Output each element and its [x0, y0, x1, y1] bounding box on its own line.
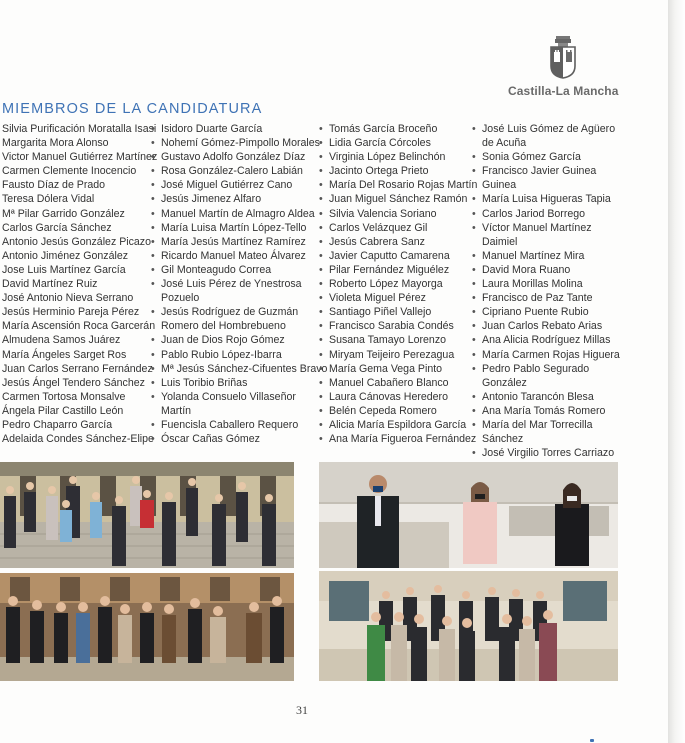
candidate-name: Jesús Ángel Tendero Sánchez	[2, 376, 145, 389]
candidate-name: • Cipriano Puente Rubio	[472, 305, 632, 319]
candidate-name: • María Luisa Higueras Tapia	[472, 192, 632, 206]
candidate-name: • Virginia López Belinchón	[319, 150, 469, 164]
candidate-name: • Pilar Fernández Miguélez	[319, 263, 469, 277]
candidate-name: • Manuel Martínez Mira	[472, 249, 632, 263]
candidate-list-column-1	[2, 122, 158, 446]
candidate-name: Pedro Chaparro García	[2, 418, 113, 431]
candidate-name: • Violeta Miguel Pérez	[319, 291, 469, 305]
group-photo-plaza	[0, 573, 294, 681]
candidate-name: Almudena Samos Juárez	[2, 334, 121, 347]
castilla-la-mancha-crest-icon	[548, 34, 578, 80]
candidate-name: • Francisco Javier Guinea Guinea	[472, 164, 632, 192]
candidate-name: Antonio Jesús González Picazo	[2, 235, 151, 248]
candidate-name: • Santiago Piñel Vallejo	[319, 305, 469, 319]
decorative-dot	[590, 739, 594, 742]
candidate-name: Jesús Herminio Pareja Pérez	[2, 306, 140, 319]
candidate-name: • Nohemí Gómez-Pimpollo Morales	[151, 136, 316, 150]
candidate-name: • Tomás García Broceño	[319, 122, 469, 136]
candidate-name: • Silvia Valencia Soriano	[319, 207, 469, 221]
candidate-name: • Óscar Cañas Gómez	[151, 432, 316, 446]
candidate-name: • Miryam Teijeiro Perezagua	[319, 348, 469, 362]
candidate-name: • Ana María Figueroa Fernández	[319, 432, 469, 446]
candidate-name: Margarita Mora Alonso	[2, 137, 109, 150]
candidate-name: • Yolanda Consuelo Villaseñor Martín	[151, 390, 316, 418]
candidate-name: • Francisco de Paz Tante	[472, 291, 632, 305]
candidate-name: Ángela Pilar Castillo León	[2, 404, 124, 417]
candidate-name: • María del Mar Torrecilla Sánchez	[472, 418, 632, 446]
candidate-list-column-4	[472, 122, 632, 460]
candidate-name: Victor Manuel Gutiérrez Martínez	[2, 151, 158, 164]
candidate-name: • Pablo Rubio López-Ibarra	[151, 348, 316, 362]
candidate-name: • Susana Tamayo Lorenzo	[319, 333, 469, 347]
candidate-name: Antonio Jiménez González	[2, 249, 129, 262]
candidate-name: • José Virgilio Torres Carriazo	[472, 446, 632, 460]
candidate-name: • Belén Cepeda Romero	[319, 404, 469, 418]
candidate-name: • José Miguel Gutiérrez Cano	[151, 178, 316, 192]
candidate-name: • Laura Morillas Molina	[472, 277, 632, 291]
candidate-name: • Juan Carlos Rebato Arias	[472, 319, 632, 333]
candidate-name: • María Del Rosario Rojas Martín	[319, 178, 469, 192]
candidate-name: • Fuencisla Caballero Requero	[151, 418, 316, 432]
candidate-name: • Antonio Tarancón Blesa	[472, 390, 632, 404]
candidate-name: • Jesús Cabrera Sanz	[319, 235, 469, 249]
candidate-name: • Mª Jesús Sánchez-Cifuentes Bravo	[151, 362, 316, 376]
candidate-name: Teresa Dólera Vidal	[2, 193, 95, 206]
candidate-name: • Jacinto Ortega Prieto	[319, 164, 469, 178]
brand-name: Castilla-La Mancha	[508, 84, 619, 98]
candidate-name: Adelaida Condes Sánchez-Elipe	[2, 433, 154, 446]
candidate-name: • Jesús Jimenez Alfaro	[151, 192, 316, 206]
candidate-name: • Jesús Rodríguez de Guzmán Romero del Hombrebueno	[151, 305, 316, 333]
candidate-name: Fausto Díaz de Prado	[2, 179, 106, 192]
candidate-name: • Víctor Manuel Martínez Daimiel	[472, 221, 632, 249]
candidate-name: • José Luis Gómez de Agüero de Acuña	[472, 122, 632, 150]
candidate-name: • Juan Miguel Sánchez Ramón	[319, 192, 469, 206]
page-number: 31	[296, 703, 308, 717]
page-edge	[668, 0, 685, 743]
candidate-name: • José Luis Pérez de Ynestrosa Pozuelo	[151, 277, 316, 305]
candidate-name: • Ricardo Manuel Mateo Álvarez	[151, 249, 316, 263]
candidate-name: • Carlos Jariod Borrego	[472, 207, 632, 221]
candidate-name: • Pedro Pablo Segurado González	[472, 362, 632, 390]
candidate-name: Carmen Clemente Inocencio	[2, 165, 137, 178]
candidate-list-column-3	[319, 122, 478, 446]
candidate-name: • Ana María Tomás Romero	[472, 404, 632, 418]
candidate-name: • Isidoro Duarte García	[151, 122, 316, 136]
candidate-name: • María Jesús Martínez Ramírez	[151, 235, 316, 249]
candidate-name: David Martínez Ruiz	[2, 278, 98, 291]
candidate-name: • Francisco Sarabia Condés	[319, 319, 469, 333]
candidate-name: • Javier Caputto Camarena	[319, 249, 469, 263]
candidate-name: Jose Luis Martínez García	[2, 263, 126, 276]
candidate-name: Mª Pilar Garrido González	[2, 207, 125, 220]
candidate-name: Carmen Tortosa Monsalve	[2, 390, 126, 403]
candidate-name: • Gil Monteagudo Correa	[151, 263, 316, 277]
candidate-name: María Ángeles Sarget Ros	[2, 348, 127, 361]
candidate-name: • Manuel Martín de Almagro Aldea	[151, 207, 316, 221]
photo-three-people	[319, 462, 618, 568]
candidate-name: • Carlos Velázquez Gil	[319, 221, 469, 235]
candidate-name: • María Luisa Martín López-Tello	[151, 221, 316, 235]
candidate-name: • Sonia Gómez García	[472, 150, 632, 164]
candidate-name: José Antonio Nieva Serrano	[2, 292, 134, 305]
candidate-name: • Roberto López Mayorga	[319, 277, 469, 291]
candidate-name: • Lidia García Córcoles	[319, 136, 469, 150]
candidate-name: • Juan de Dios Rojo Gómez	[151, 333, 316, 347]
candidate-name: • María Carmen Rojas Higuera	[472, 348, 632, 362]
candidate-name: • Laura Cánovas Heredero	[319, 390, 469, 404]
candidate-name: • Ana Alicia Rodríguez Millas	[472, 333, 632, 347]
candidate-name: • David Mora Ruano	[472, 263, 632, 277]
candidate-name: • Rosa González-Calero Labián	[151, 164, 316, 178]
candidate-name: • Alicia María Espildora García	[319, 418, 469, 432]
logo	[508, 34, 618, 98]
candidate-name: • Luis Toribio Briñas	[151, 376, 316, 390]
candidate-name: • Gustavo Adolfo González Díaz	[151, 150, 316, 164]
candidate-name: • María Gema Vega Pinto	[319, 362, 469, 376]
candidate-name: • Manuel Cabañero Blanco	[319, 376, 469, 390]
candidate-name: María Ascensión Roca Garcerán	[2, 320, 156, 333]
group-photo-building	[319, 571, 618, 681]
group-photo-steps	[0, 462, 294, 568]
candidate-list-column-2	[151, 122, 328, 446]
candidate-name: Silvia Purificación Moratalla Isasi	[2, 123, 157, 135]
candidate-name: Carlos García Sánchez	[2, 221, 112, 234]
candidate-name: Juan Carlos Serrano Fernández	[2, 362, 153, 375]
section-title: MIEMBROS DE LA CANDIDATURA	[2, 101, 263, 117]
